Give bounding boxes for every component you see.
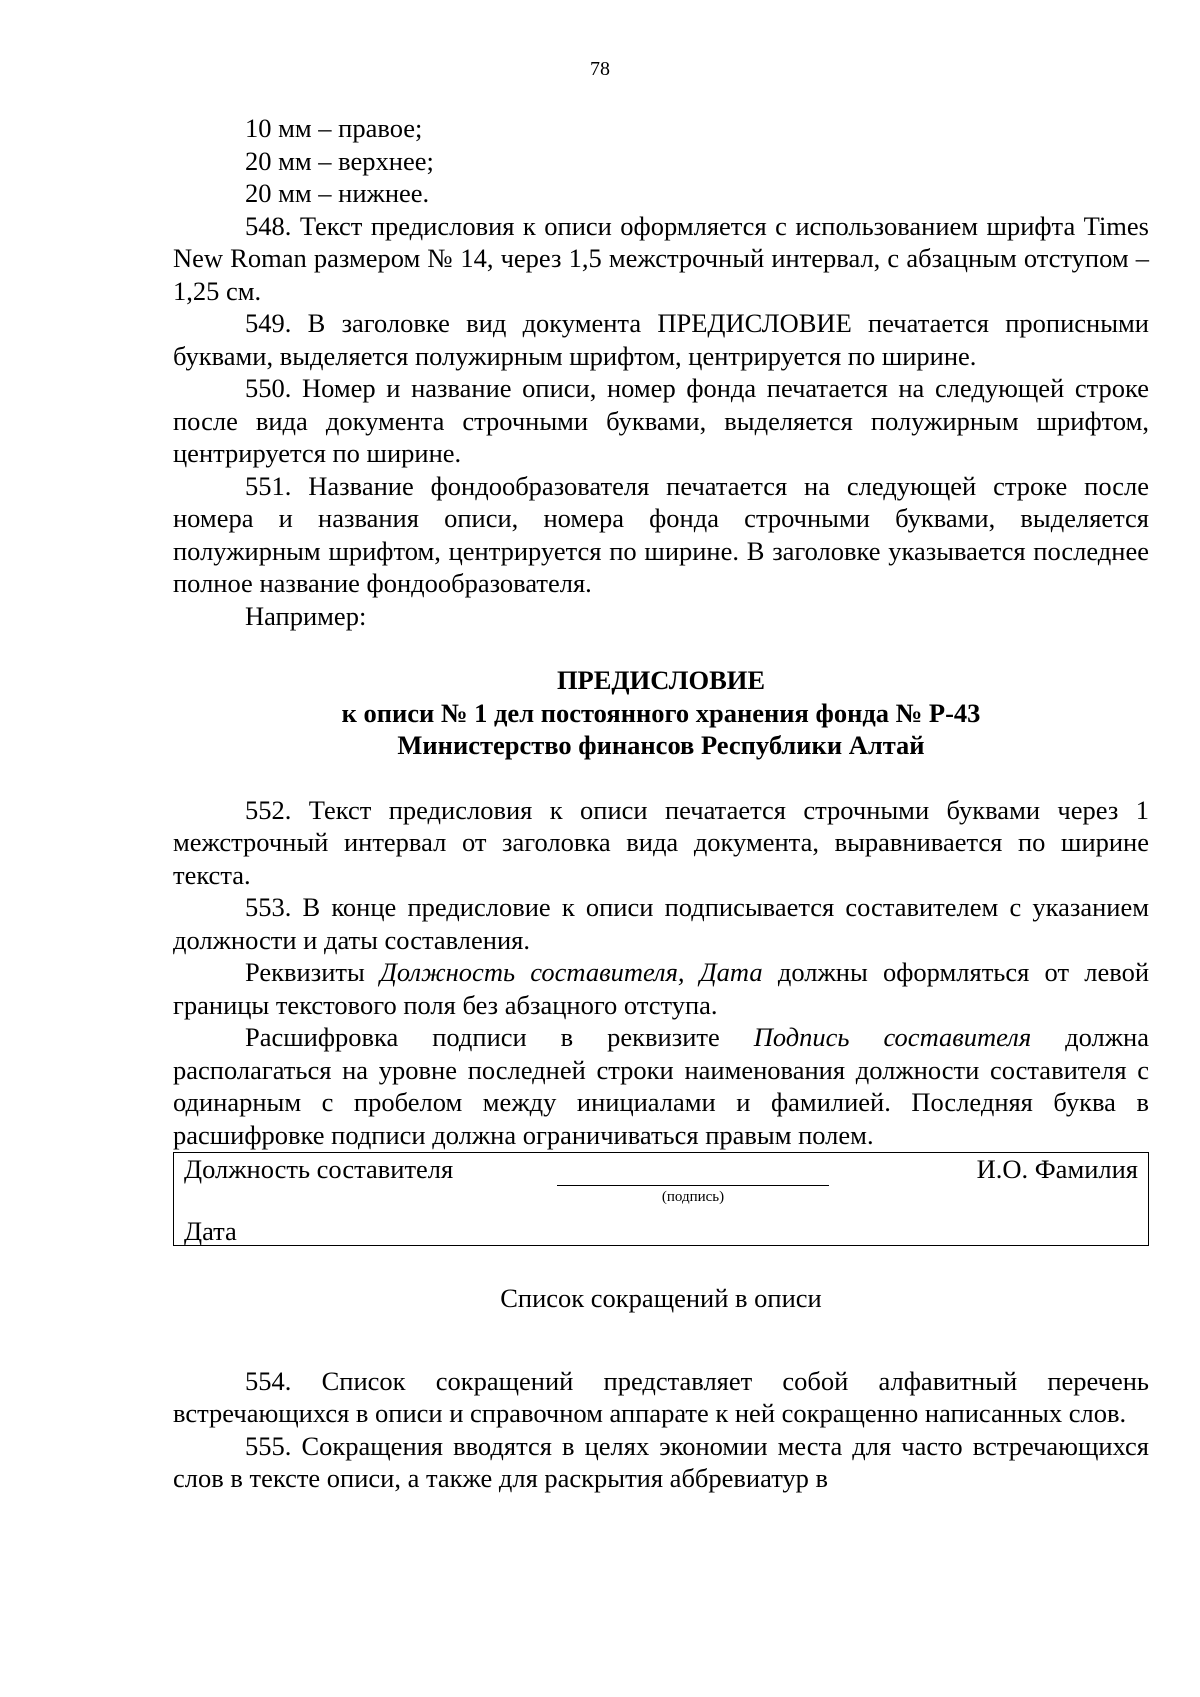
paragraph-549: 549. В заголовке вид документа ПРЕДИСЛОВИЕ печатается прописными буквами, выделяется полужирным шрифтом, центрируется по ширине. bbox=[173, 308, 1149, 371]
paragraph-decoding bbox=[173, 1021, 1149, 1151]
signature-position-label: Должность составителя bbox=[184, 1154, 454, 1184]
section-title-abbreviations: Список сокращений в описи bbox=[500, 1283, 822, 1313]
paragraph-margin-right: 10 мм – правое; bbox=[245, 113, 423, 143]
paragraph-548: 548. Текст предисловия к описи оформляется с использованием шрифта Times New Roman размером № 14, через 1,5 межстрочный интервал, с абзацным отступом – 1,25 см. bbox=[173, 210, 1149, 306]
paragraph-553: 553. В конце предисловие к описи подписывается составителем с указанием должности и даты составления. bbox=[173, 892, 1149, 955]
decoding-lead: Расшифровка подписи в реквизите bbox=[245, 1022, 754, 1052]
paragraph-margin-bottom: 20 мм – нижнее. bbox=[245, 178, 430, 208]
decoding-tail: должна располагаться на уровне последней строки наименования должности составителя с одинарным с пробелом между инициалами и фамилией. Последняя буква в расшифровке подписи должна ограничиваться правым полем. bbox=[173, 1022, 1149, 1150]
example-title-heading: ПРЕДИСЛОВИЕ bbox=[556, 665, 766, 695]
requisites-lead: Реквизиты bbox=[245, 957, 380, 987]
paragraph-550: 550. Номер и название описи, номер фонда печатается на следующей строке после вида документа строчными буквами, выделяется полужирным шрифтом, центрируется по ширине. bbox=[173, 373, 1149, 468]
paragraph-551: 551. Название фондообразователя печатается на следующей строке после номера и названия описи, номера фонда строчными буквами, выделяется полужирным шрифтом, центрируется по ширине. В заголовке указывается последнее полное название фондообразователя. bbox=[173, 470, 1149, 598]
paragraph-552: 552. Текст предисловия к описи печатается строчными буквами через 1 межстрочный интервал от заголовка вида документа, выравнивается по ширине текста. bbox=[173, 794, 1149, 890]
paragraph-554: 554. Список сокращений представляет собой алфавитный перечень встречающихся в описи и справочном аппарате к ней сокращенно написанных слов. bbox=[173, 1365, 1149, 1428]
requisites-italic: Должность составителя, Дата bbox=[380, 957, 763, 987]
signature-date-label: Дата bbox=[184, 1216, 237, 1246]
example-title-block bbox=[173, 664, 1149, 762]
paragraph-555: 555. Сокращения вводятся в целях экономии места для часто встречающихся слов в тексте описи, а также для раскрытия аббревиатур в bbox=[173, 1430, 1149, 1493]
signature-line bbox=[557, 1185, 829, 1186]
document-body bbox=[173, 112, 1149, 1495]
decoding-italic: Подпись составителя bbox=[753, 1022, 1032, 1052]
requisites-tail: должны оформляться от левой границы текстового поля без абзацного отступа. bbox=[173, 957, 1150, 1020]
paragraph-requisites bbox=[173, 956, 1149, 1021]
signature-example-box bbox=[173, 1152, 1149, 1246]
example-title-inventory: к описи № 1 дел постоянного хранения фонда № Р-43 bbox=[341, 697, 981, 728]
paragraph-margin-top: 20 мм – верхнее; bbox=[245, 145, 434, 176]
page-number: 78 bbox=[590, 58, 610, 80]
signature-caption: (подпись) bbox=[661, 1189, 725, 1205]
signature-name-label: И.О. Фамилия bbox=[976, 1154, 1138, 1184]
example-title-organization: Министерство финансов Республики Алтай bbox=[397, 730, 925, 760]
paragraph-example-label: Например: bbox=[245, 600, 367, 631]
